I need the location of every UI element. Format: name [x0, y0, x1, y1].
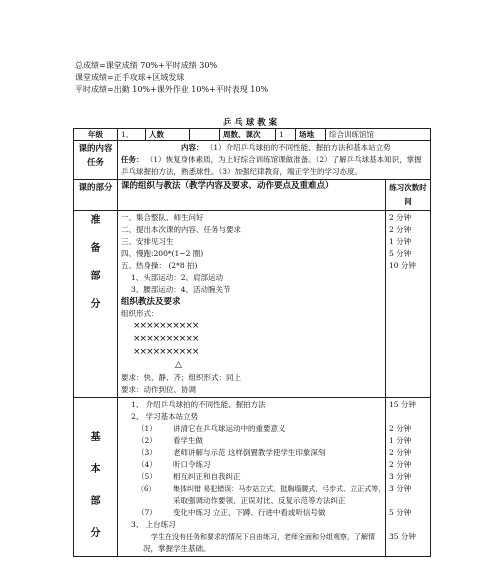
part-char: 准 — [90, 215, 101, 226]
content-text: （1）介绍乒乓球拍的不同性能、握拍方法和基本站立势 — [205, 143, 391, 152]
time-value: 5 分钟 — [389, 249, 412, 258]
list-item: 五、热身操： (2*8 拍) — [121, 261, 198, 270]
part-char: 基 — [90, 432, 101, 443]
formation-row: ×××××××××× — [133, 347, 199, 357]
requirement-text: 要求：快、静、齐；组织形式：同上 — [121, 373, 241, 382]
task-row — [74, 141, 431, 180]
grading-notes — [75, 60, 268, 96]
prep-row — [74, 211, 431, 398]
time-value: 2 分钟 — [389, 448, 412, 457]
item-text: 听口令练习 — [173, 460, 211, 469]
time-value: 1 分钟 — [389, 237, 412, 246]
time-value: 2 分钟 — [389, 460, 412, 469]
list-item: 三、安排见习生 — [121, 237, 174, 246]
list-item — [121, 483, 386, 495]
list-item — [121, 471, 382, 483]
count-value — [190, 129, 220, 141]
grade-value: 1、 — [118, 129, 146, 141]
list-item: 学生在没有任务和要求的情况下自由练习，老师全面和分组观察，了解情 — [151, 533, 375, 541]
task-text: （1）恢复身体素质，为上好综合训练馆课做准备。（2）了解乒乓球基本知识，掌握乒乓球握拍方法，熟悉球性。（3）加强纪律教育，端正学生的学习态度。 — [121, 155, 422, 176]
part-header: 课的部分 — [74, 180, 118, 211]
time-value: 35 分钟 — [389, 532, 416, 541]
part-char: 分 — [90, 528, 101, 539]
item-text: 看学生做 — [173, 436, 203, 445]
content-prefix: 内容： — [181, 143, 204, 152]
item-number: （7） — [137, 508, 157, 517]
part-char: 备 — [90, 243, 101, 254]
list-item — [121, 459, 382, 471]
item-number: （5） — [137, 472, 157, 481]
week-label: 周数、课次 — [220, 129, 276, 141]
grade-label: 年级 — [74, 129, 118, 141]
time-value — [389, 411, 427, 423]
prep-content — [118, 211, 386, 398]
list-item: 一、集合整队、师生问好 — [121, 213, 204, 222]
time-value: 5 分钟 — [389, 508, 412, 517]
time-value: 2 分钟 — [389, 213, 412, 222]
item-text: 老师讲解与示范 这样倒置教学使学生印象深刻 — [173, 448, 326, 457]
basic-row — [74, 398, 431, 557]
time-value: 2 分钟 — [389, 424, 412, 433]
week-value: 1 — [276, 129, 296, 141]
time-value — [389, 543, 427, 555]
requirement-text: 要求：动作到位、协调 — [121, 385, 196, 394]
time-value: 10 分钟 — [389, 261, 416, 270]
item-number: （4） — [137, 460, 157, 469]
task-label: 课的内容任务 — [74, 141, 118, 180]
item-text: 相互纠正和自我纠正 — [173, 472, 241, 481]
basic-content — [118, 398, 386, 557]
org-header: 课的组织与教法（教学内容及要求、动作要点及重难点） — [118, 180, 386, 211]
prep-times — [386, 211, 431, 398]
task-prefix: 任务： — [121, 155, 144, 164]
count-label: 人数 — [146, 129, 190, 141]
grading-line: 课堂成绩=正手攻球+区域发球 — [75, 73, 185, 82]
column-header-row — [74, 180, 431, 211]
teacher-triangle-icon: △ — [175, 360, 181, 370]
time-header: 练习次数时间 — [386, 180, 431, 211]
grading-line: 平时成绩=出勤 10%+课外作业 10%+平时表现 10% — [75, 85, 269, 94]
list-item — [121, 507, 382, 519]
list-item: 1、头部运动：2、肩部运动 — [131, 273, 224, 282]
list-item — [121, 423, 382, 435]
item-number: （3） — [137, 448, 157, 457]
part-char: 本 — [90, 464, 101, 475]
time-value: 2 分钟 — [389, 225, 412, 234]
venue-value: 综合训练馆馆 — [326, 129, 431, 141]
list-item: 2、 学习基本站立势 — [131, 412, 199, 421]
formation-row: ×××××××××× — [133, 321, 199, 331]
basic-times — [386, 398, 431, 557]
lesson-plan-table — [73, 128, 431, 557]
time-value — [389, 519, 427, 531]
item-text: 讲清它在乒乓球运动中的重要意义 — [173, 424, 286, 433]
time-value: 3 分钟 — [389, 484, 412, 493]
part-char: 分 — [90, 299, 101, 310]
document-title: 乒 乓 球 教 案 — [222, 118, 278, 128]
prep-part-label — [74, 211, 118, 398]
item-text: 变化中练习 立正、下蹲、行进中看或听信号做 — [173, 508, 326, 517]
org-method-title: 组织教法及要求 — [121, 297, 181, 307]
list-item: 况，掌握学生基础。 — [143, 544, 211, 553]
list-item: 3、腰部运动：4、活动腕关节 — [131, 285, 231, 294]
list-item — [121, 495, 382, 507]
part-char: 部 — [90, 496, 101, 507]
header-row — [74, 129, 431, 141]
item-text: 采取强调动作要领、正误对比、反复示范等方法纠正 — [173, 496, 346, 505]
item-number: （2） — [137, 436, 157, 445]
grading-line: 总成绩=课堂成绩 70%+平时成绩 30% — [75, 61, 218, 70]
formation-row: ×××××××××× — [133, 334, 199, 344]
task-content — [118, 141, 431, 180]
list-item: 3、 上台练习 — [131, 520, 176, 529]
venue-label: 场地 — [296, 129, 326, 141]
list-item: 二、提出本次课的内容、任务与要求 — [121, 225, 241, 234]
list-item — [121, 435, 382, 447]
time-value: 15 分钟 — [389, 400, 416, 409]
time-value: 1 分钟 — [389, 436, 412, 445]
basic-part-label — [74, 398, 118, 557]
time-value — [389, 495, 427, 507]
list-item: 四、慢跑:200*(1~2 圈) — [121, 249, 204, 258]
part-char: 部 — [90, 271, 101, 282]
list-item — [121, 447, 382, 459]
item-number: （6） — [137, 485, 156, 493]
list-item: 1、 介绍乒乓球拍的不同性能、握拍方法 — [131, 400, 266, 409]
org-form-label: 组织形式： — [121, 309, 159, 318]
item-text: 集体纠错 易犯错误：马步站立式、挺胸塌腰式、弓步式、立正式等， — [173, 485, 386, 493]
formation-diagram — [121, 320, 382, 372]
item-number: （1） — [137, 424, 157, 433]
time-value: 3 分钟 — [389, 472, 412, 481]
